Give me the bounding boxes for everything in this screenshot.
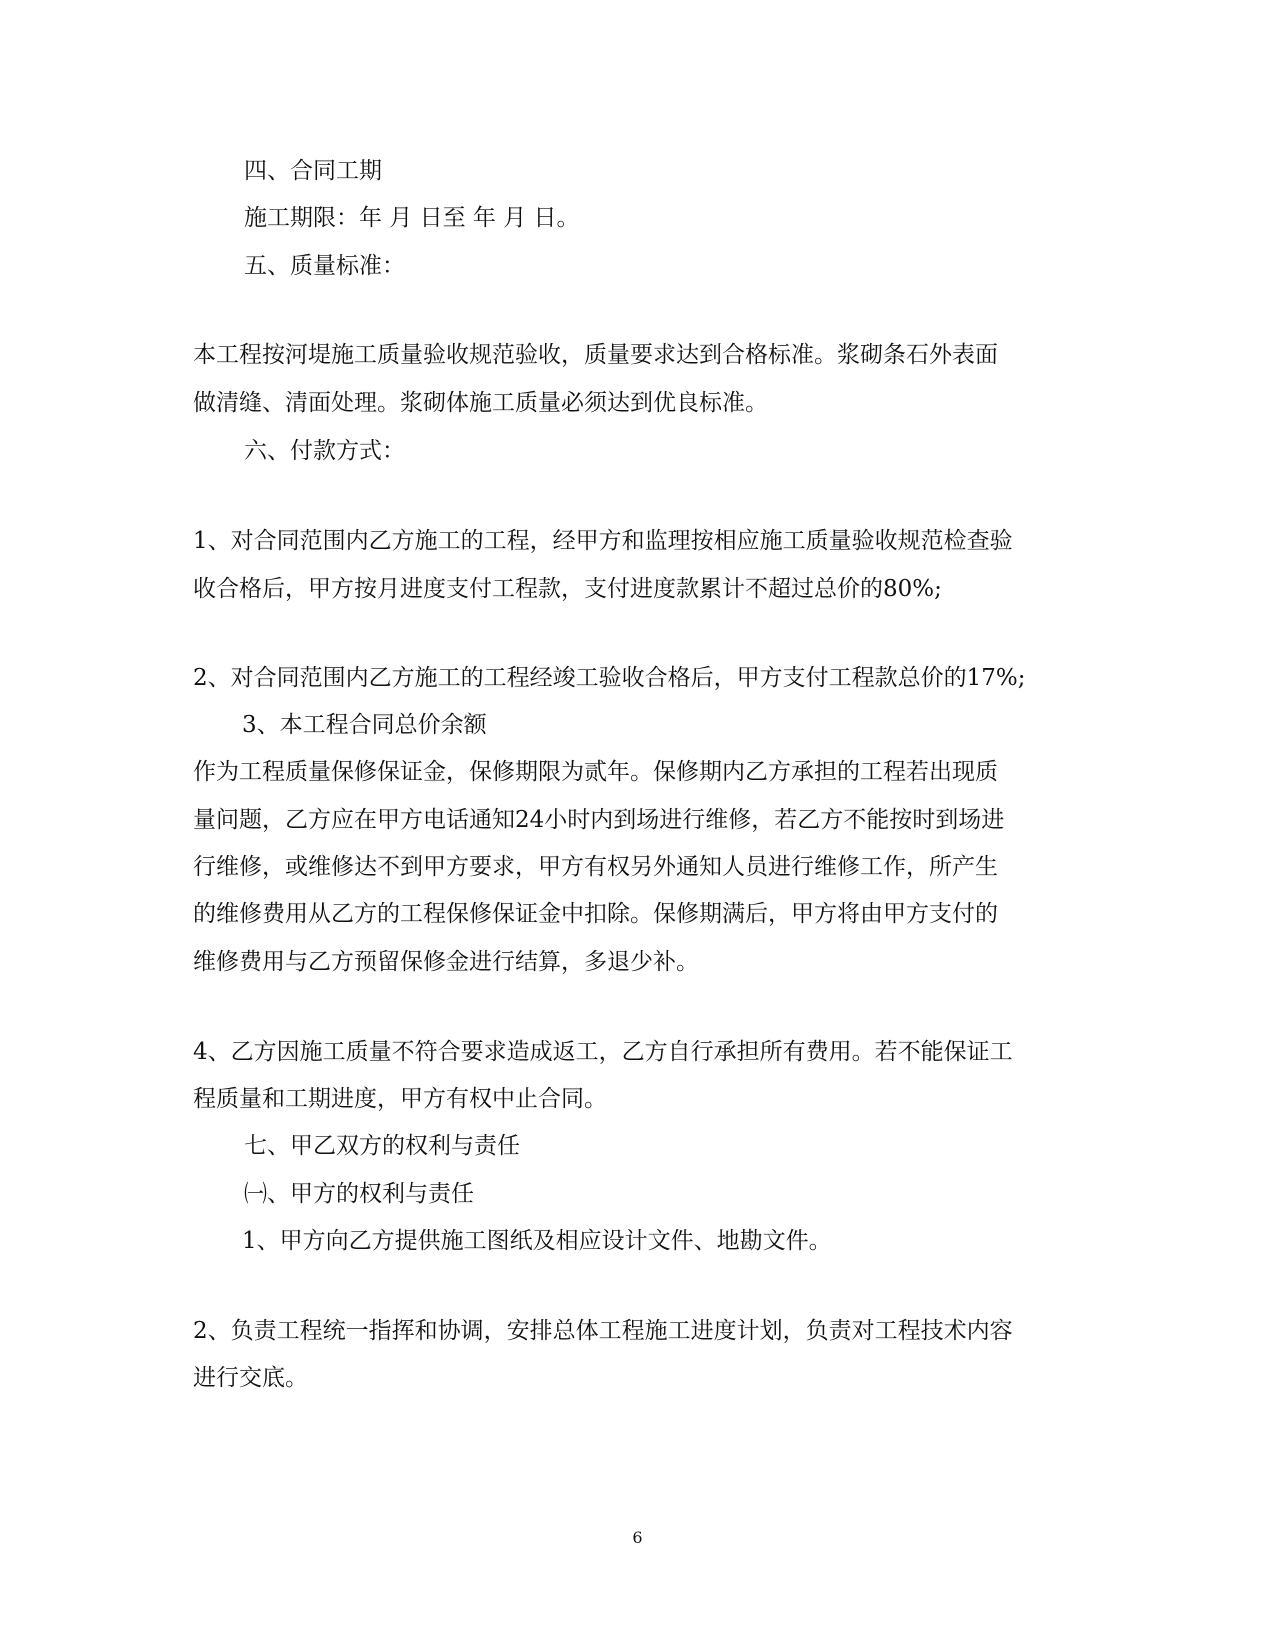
- paragraph-line: 量问题，乙方应在甲方电话通知24小时内到场进行维修，若乙方不能按时到场进: [193, 807, 1005, 833]
- paragraph-line: 的维修费用从乙方的工程保修保证金中扣除。保修期满后，甲方将由甲方支付的: [193, 901, 998, 927]
- paragraph-line: 施工期限：年 月 日至 年 月 日。: [244, 205, 580, 231]
- paragraph-line: 1、对合同范围内乙方施工的工程，经甲方和监理按相应施工质量验收规范检查验: [193, 528, 1013, 554]
- section-heading-contract-period: 四、合同工期: [244, 158, 382, 184]
- paragraph-line: 本工程按河堤施工质量验收规范验收，质量要求达到合格标准。浆砌条石外表面: [193, 342, 998, 368]
- paragraph-line: 做清缝、清面处理。浆砌体施工质量必须达到优良标准。: [193, 390, 768, 416]
- paragraph-line: 进行交底。: [193, 1365, 308, 1391]
- page-number: 6: [632, 1528, 643, 1547]
- paragraph-line: 1、甲方向乙方提供施工图纸及相应设计文件、地勘文件。: [242, 1228, 832, 1254]
- section-heading-quality-standard: 五、质量标准：: [244, 253, 405, 279]
- paragraph-line: 程质量和工期进度，甲方有权中止合同。: [193, 1086, 607, 1112]
- section-heading-payment: 六、付款方式：: [244, 438, 405, 464]
- subsection-heading-party-a: ㈠、甲方的权利与责任: [244, 1181, 474, 1207]
- paragraph-line: 收合格后，甲方按月进度支付工程款，支付进度款累计不超过总价的80%;: [193, 576, 942, 602]
- paragraph-line: 3、本工程合同总价余额: [242, 712, 487, 738]
- paragraph-line: 2、对合同范围内乙方施工的工程经竣工验收合格后，甲方支付工程款总价的17%;: [193, 665, 1026, 691]
- section-heading-rights-responsibilities: 七、甲乙双方的权利与责任: [244, 1133, 520, 1159]
- paragraph-line: 2、负责工程统一指挥和协调，安排总体工程施工进度计划，负责对工程技术内容: [193, 1318, 1013, 1344]
- paragraph-line: 维修费用与乙方预留保修金进行结算，多退少补。: [193, 949, 699, 975]
- paragraph-line: 4、乙方因施工质量不符合要求造成返工，乙方自行承担所有费用。若不能保证工: [193, 1039, 1013, 1065]
- paragraph-line: 行维修，或维修达不到甲方要求，甲方有权另外通知人员进行维修工作，所产生: [193, 854, 998, 880]
- paragraph-line: 作为工程质量保修保证金，保修期限为贰年。保修期内乙方承担的工程若出现质: [193, 759, 998, 785]
